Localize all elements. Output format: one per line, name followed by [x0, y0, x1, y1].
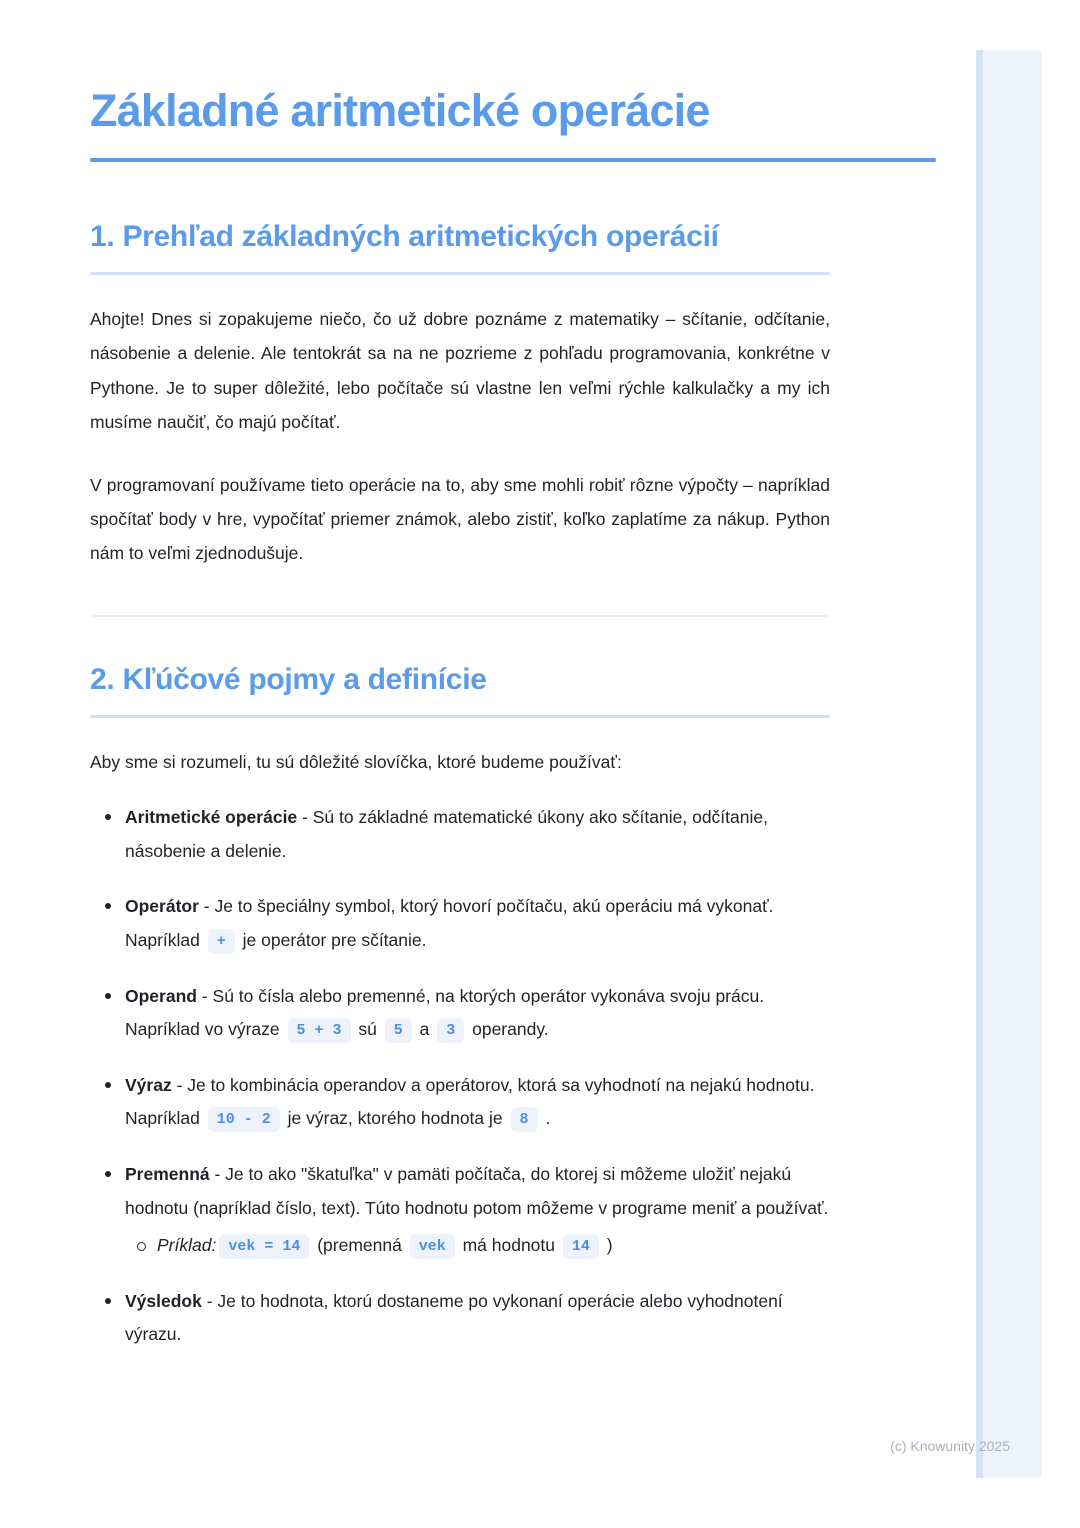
section-overview: [90, 217, 830, 570]
footer-watermark: (c) Knowunity 2025: [890, 1438, 1010, 1454]
code-chip: 14: [563, 1234, 599, 1259]
term-name: Výraz: [125, 1074, 172, 1095]
code-chip: vek = 14: [219, 1234, 309, 1259]
list-item: [90, 1069, 830, 1136]
list-item: [90, 980, 830, 1047]
section-divider: [90, 615, 830, 617]
list-item: [90, 890, 830, 957]
term-text: - Je to ako "škatuľka" v pamäti počítača, do ktorej si môžeme uložiť nejakú hodnotu (napríklad číslo, text). Túto hodnotu potom môžeme v programe meniť a používať.: [125, 1163, 829, 1218]
section-2-heading-underline: [90, 715, 830, 718]
term-name: Operand: [125, 985, 197, 1006]
example-text: (premenná: [312, 1235, 407, 1256]
section-1-paragraph-2: V programovaní používame tieto operácie na to, aby sme mohli robiť rôzne výpočty – napríklad spočítať body v hre, vypočítať priemer známok, alebo zistiť, koľko zaplatíme za nákup. Python nám to veľmi zjednodušuje.: [90, 474, 830, 564]
code-chip: +: [208, 929, 235, 954]
section-key-terms: [90, 660, 830, 1352]
section-1-heading: 1. Prehľad základných aritmetických operácií: [90, 220, 719, 254]
example-label: Príklad:: [157, 1235, 217, 1256]
term-text: a: [414, 1019, 435, 1040]
term-text: - Je to špeciálny symbol, ktorý hovorí počítaču, akú operáciu má vykonať. Napríklad: [125, 896, 774, 950]
term-name: Výsledok: [125, 1290, 202, 1311]
document-content: [90, 86, 830, 1352]
term-name: Aritmetické operácie: [125, 807, 298, 828]
term-text: - Sú to základné matematické úkony ako sčítanie, odčítanie, násobenie a delenie.: [125, 807, 768, 861]
terms-sublist: [125, 1229, 830, 1263]
code-chip: 3: [437, 1018, 464, 1043]
code-chip: 8: [511, 1107, 538, 1132]
term-text: je výraz, ktorého hodnota je: [282, 1108, 508, 1129]
section-2-intro: Aby sme si rozumeli, tu sú dôležité slovíčka, ktoré budeme používať:: [90, 752, 622, 773]
term-text: - Sú to čísla alebo premenné, na ktorých operátor vykonáva svoju prácu. Napríklad vo výraze: [125, 985, 765, 1040]
decorative-right-band: [976, 50, 1042, 1478]
terms-list: [90, 801, 830, 1352]
code-chip: 5: [385, 1018, 412, 1043]
section-2-heading: 2. Kľúčové pojmy a definície: [90, 663, 487, 697]
example-text: má hodnotu: [457, 1235, 560, 1256]
list-item-example: [125, 1229, 830, 1263]
term-text: sú: [353, 1019, 382, 1040]
list-item: [90, 1285, 830, 1352]
page-title: Základné aritmetické operácie: [90, 85, 710, 136]
list-item: [90, 1158, 830, 1263]
term-text: je operátor pre sčítanie.: [237, 929, 427, 950]
term-name: Premenná: [125, 1163, 210, 1184]
title-underline: [90, 158, 936, 162]
code-chip: 10 - 2: [208, 1107, 280, 1132]
term-text: - Je to hodnota, ktorú dostaneme po vykonaní operácie alebo vyhodnotení výrazu.: [125, 1290, 783, 1345]
code-chip: 5 + 3: [288, 1018, 351, 1043]
term-name: Operátor: [125, 896, 199, 917]
term-text: .: [540, 1108, 551, 1129]
section-1-paragraph-1: Ahojte! Dnes si zopakujeme niečo, čo už dobre poznáme z matematiky – sčítanie, odčítanie, násobenie a delenie. Ale tentokrát sa na ne pozrieme z pohľadu programovania, konkrétne v Pythone. Je to super dôležité, lebo počítače sú vlastne len veľmi rýchle kalkulačky a my ich musíme naučiť, čo majú počítať.: [90, 309, 830, 432]
decorative-right-band-stripe: [976, 50, 983, 1478]
list-item: [90, 801, 830, 868]
term-text: operandy.: [467, 1019, 549, 1040]
section-1-heading-underline: [90, 272, 830, 275]
example-text: ): [601, 1235, 613, 1256]
code-chip: vek: [410, 1234, 455, 1259]
term-text: - Je to kombinácia operandov a operátorov, ktorá sa vyhodnotí na nejakú hodnotu. Napríklad: [125, 1074, 815, 1129]
